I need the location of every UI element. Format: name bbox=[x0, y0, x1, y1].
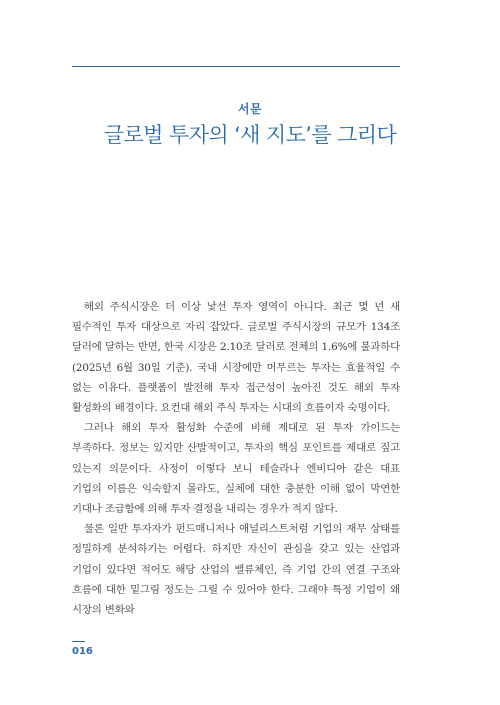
header-rule bbox=[72, 66, 400, 67]
chapter-title: 글로벌 투자의 ‘새 지도’를 그리다 bbox=[103, 123, 397, 147]
paragraph-1: 해외 주식시장은 더 이상 낯선 투자 영역이 아니다. 최근 몇 년 새 필수적인 투자 대상으로 자리 잡았다. 글로벌 주식시장의 규모가 134조 달러에 달하는 반면, 한국 시장은 2.10조 달러로 전체의 1.6%에 불과하다(2025년 6월 30일 기준). 국내 시장에만 머무르는 투자는 효율적일 수 없는 이유다. 플랫폼이 발전해 투자 접근성이 높아진 것도 해외 투자 활성화의 배경이다. 요컨대 해외 주식 투자는 시대의 흐름이자 숙명이다. bbox=[72, 301, 400, 415]
page-number-rule bbox=[72, 641, 85, 642]
body-text bbox=[72, 297, 400, 620]
page-number: 016 bbox=[72, 646, 93, 657]
section-label: 서문 bbox=[237, 102, 263, 116]
paragraph-2: 그러나 해외 투자 활성화 수준에 비해 제대로 된 투자 가이드는 부족하다. 정보는 있지만 산발적이고, 투자의 핵심 포인트를 제대로 짚고 있는지 의문이다. 사정이 이렇다 보니 테슬라나 엔비디아 같은 대표 기업의 이름은 익숙할지 몰라도, 실체에 대한 충분한 이해 없이 막연한 기대나 조급함에 의해 투자 결정을 내리는 경우가 적지 않다. bbox=[72, 422, 400, 516]
paragraph-3: 물론 일반 투자자가 펀드매니저나 애널리스트처럼 기업의 재무 상태를 정밀하게 분석하기는 어렵다. 하지만 자신이 관심을 갖고 있는 산업과 기업이 있다면 적어도 해당 산업의 밸류체인, 즉 기업 간의 연결 구조와 흐름에 대한 밑그림 정도는 그릴 수 있어야 한다. 그래야 특정 기업이 왜 시장의 변화와 bbox=[72, 523, 400, 617]
